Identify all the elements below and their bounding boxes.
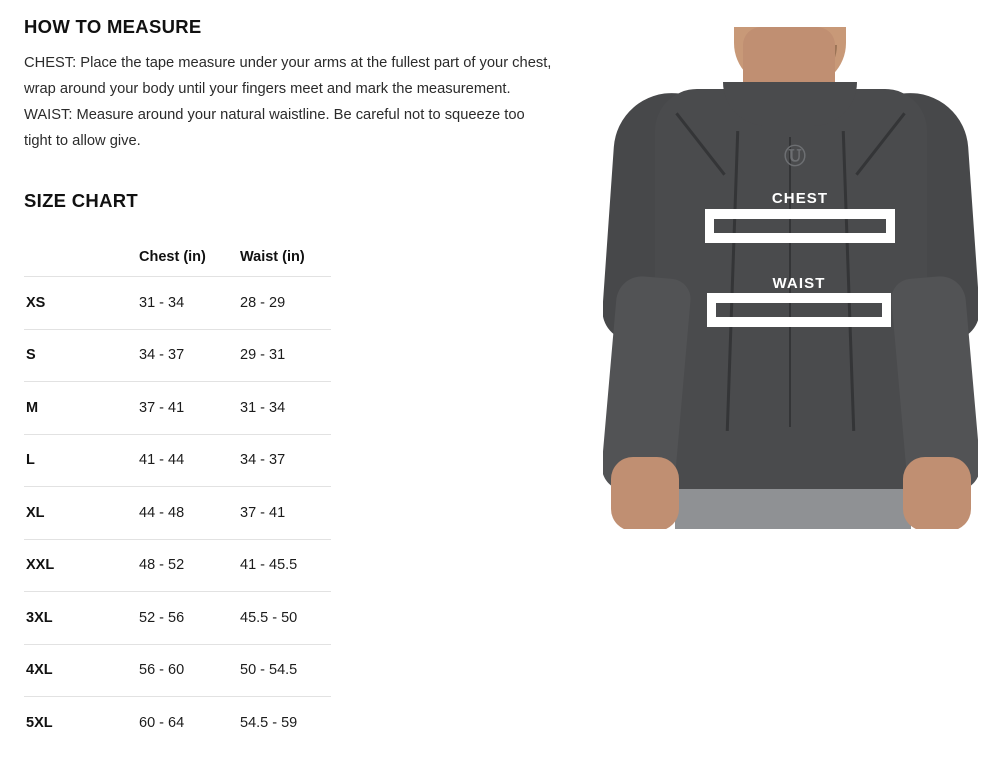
row-size-label: S — [26, 347, 36, 364]
row-size-label: 3XL — [26, 609, 53, 626]
how-to-measure-title: HOW TO MEASURE — [24, 16, 202, 37]
row-chest-value: 56 - 60 — [139, 662, 185, 679]
chest-guide-label: CHEST — [771, 190, 829, 207]
how-to-measure-body — [24, 50, 554, 154]
waist-guide-cap-left — [707, 293, 716, 327]
row-chest-value: 37 - 41 — [139, 399, 185, 416]
row-waist-value: 41 - 45.5 — [240, 557, 298, 574]
table-row — [24, 487, 331, 540]
row-chest-value: 48 - 52 — [139, 557, 185, 574]
chest-guide-cap-right — [886, 209, 895, 243]
table-row — [24, 329, 331, 382]
table-row — [24, 434, 331, 487]
size-chart-title: SIZE CHART — [24, 190, 138, 211]
size-chart-table — [24, 238, 331, 749]
row-chest-value: 34 - 37 — [139, 347, 185, 364]
table-row — [24, 277, 331, 330]
row-waist-value: 34 - 37 — [240, 452, 286, 469]
row-size-label: 4XL — [26, 662, 53, 679]
column-header-size — [24, 238, 139, 277]
column-header-chest: Chest (in) — [139, 249, 206, 265]
measurement-diagram-image — [603, 27, 978, 529]
table-row — [24, 697, 331, 749]
row-size-label: 5XL — [26, 714, 53, 731]
model-illustration — [603, 27, 978, 529]
model-right-hand — [903, 457, 971, 529]
table-header-row — [24, 238, 331, 277]
row-waist-value: 54.5 - 59 — [240, 714, 298, 731]
row-chest-value: 41 - 44 — [139, 452, 185, 469]
chest-guide-bar-bottom — [705, 233, 895, 243]
chest-guide-cap-left — [705, 209, 714, 243]
chest-measure-instruction: CHEST: Place the tape measure under your arms at the fullest part of your chest, wrap around your body until your fingers meet and mark the measurement. — [24, 55, 552, 97]
size-guide-text-column — [24, 0, 554, 749]
chest-guide-bar-top — [705, 209, 895, 219]
row-waist-value: 31 - 34 — [240, 399, 286, 416]
table-row — [24, 539, 331, 592]
waist-guide-bar-top — [707, 293, 891, 303]
row-waist-value: 50 - 54.5 — [240, 662, 298, 679]
table-row — [24, 592, 331, 645]
table-row — [24, 644, 331, 697]
column-header-waist: Waist (in) — [240, 249, 305, 265]
row-chest-value: 44 - 48 — [139, 504, 185, 521]
row-size-label: XS — [26, 294, 46, 311]
waist-measure-instruction: WAIST: Measure around your natural waistline. Be careful not to squeeze too tight to allow give. — [24, 107, 525, 149]
row-waist-value: 45.5 - 50 — [240, 609, 298, 626]
table-row — [24, 382, 331, 435]
row-chest-value: 31 - 34 — [139, 294, 185, 311]
waist-guide-bar-bottom — [707, 317, 891, 327]
model-left-hand — [611, 457, 679, 529]
row-size-label: M — [26, 399, 39, 416]
waist-guide-label: WAIST — [772, 275, 826, 292]
row-waist-value: 37 - 41 — [240, 504, 286, 521]
row-chest-value: 60 - 64 — [139, 714, 185, 731]
row-waist-value: 28 - 29 — [240, 294, 286, 311]
brand-logo-icon: Ⓤ — [783, 144, 806, 169]
row-waist-value: 29 - 31 — [240, 347, 286, 364]
row-size-label: XXL — [26, 557, 55, 574]
row-size-label: L — [26, 452, 35, 469]
row-chest-value: 52 - 56 — [139, 609, 185, 626]
waist-guide-cap-right — [882, 293, 891, 327]
row-size-label: XL — [26, 504, 45, 521]
